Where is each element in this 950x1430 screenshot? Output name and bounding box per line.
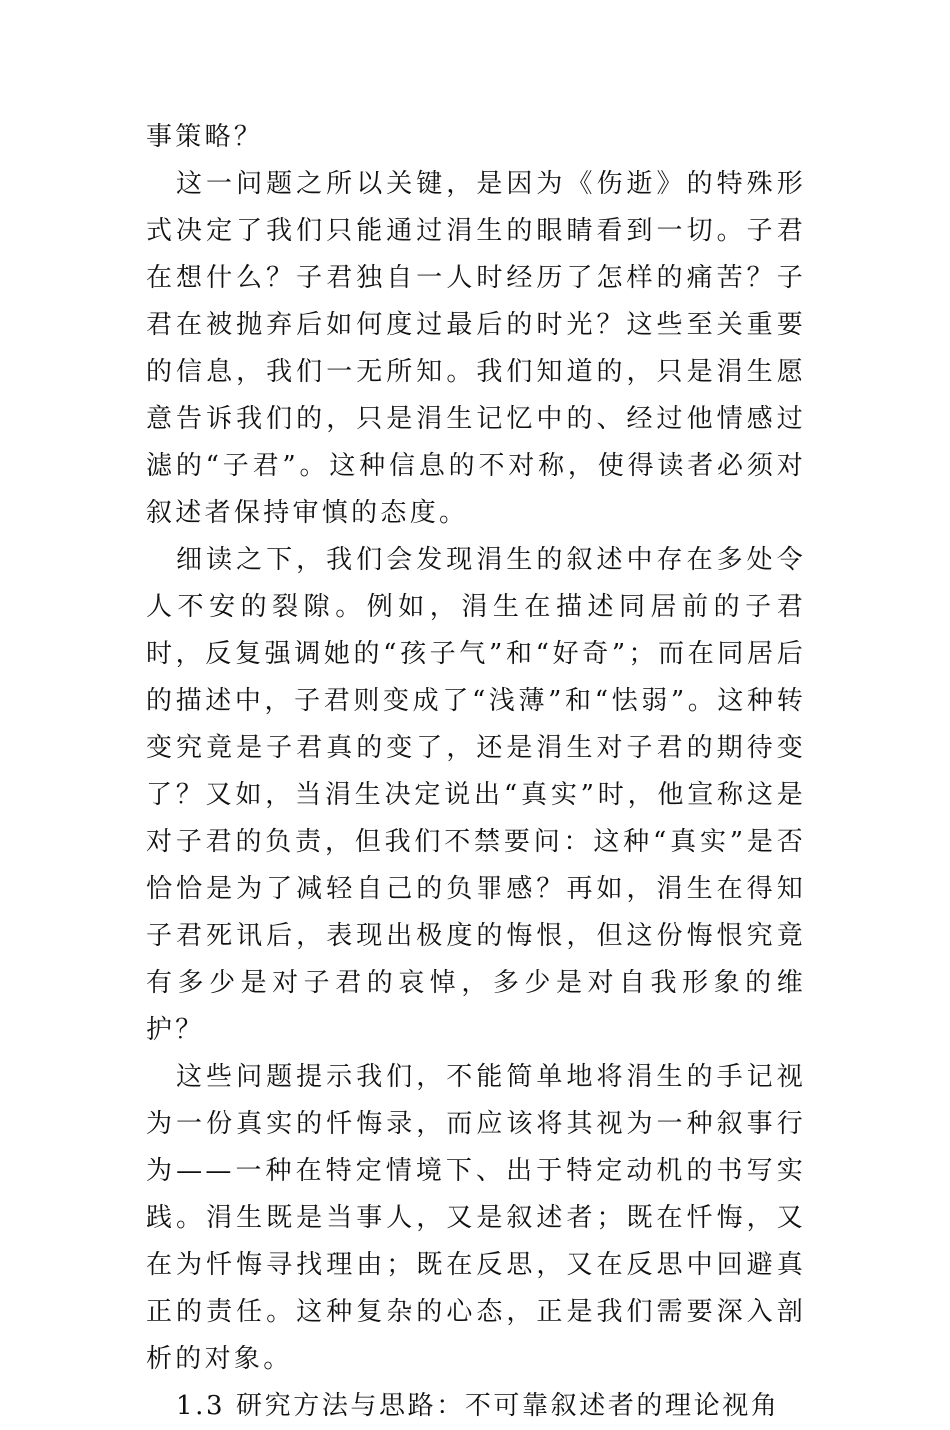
paragraph-narrative-act: 这些问题提示我们，不能简单地将涓生的手记视为一份真实的忏悔录，而应该将其视为一种叙事行为——一种在特定情境下、出于特定动机的书写实践。涓生既是当事人，又是叙述者；既在忏悔，又在为忏悔寻找理由；既在反思，又在反思中回避真正的责任。这种复杂的心态，正是我们需要深入剖析的对象。 [146, 1062, 806, 1374]
paragraph-narrative-gaps: 细读之下，我们会发现涓生的叙述中存在多处令人不安的裂隙。例如，涓生在描述同居前的子君时，反复强调她的“孩子气”和“好奇”；而在同居后的描述中，子君则变成了“浅薄”和“怯弱”。这种转变究竟是子君真的变了，还是涓生对子君的期待变了？又如，当涓生决定说出“真实”时，他宣称这是对子君的负责，但我们不禁要问：这种“真实”是否恰恰是为了减轻自己的负罪感？再如，涓生在得知子君死讯后，表现出极度的悔恨，但这份悔恨究竟有多少是对子君的哀悼，多少是对自我形象的维护？ [146, 545, 806, 1045]
paragraph-continuation: 事策略？ [146, 122, 264, 152]
section-heading: 1.3 研究方法与思路：不可靠叙述者的理论视角 [176, 1391, 780, 1421]
body-text [146, 114, 806, 1430]
paragraph-information-asymmetry: 这一问题之所以关键，是因为《伤逝》的特殊形式决定了我们只能通过涓生的眼睛看到一切。子君在想什么？子君独自一人时经历了怎样的痛苦？子君在被抛弃后如何度过最后的时光？这些至关重要的信息，我们一无所知。我们知道的，只是涓生愿意告诉我们的，只是涓生记忆中的、经过他情感过滤的“子君”。这种信息的不对称，使得读者必须对叙述者保持审慎的态度。 [146, 169, 806, 528]
